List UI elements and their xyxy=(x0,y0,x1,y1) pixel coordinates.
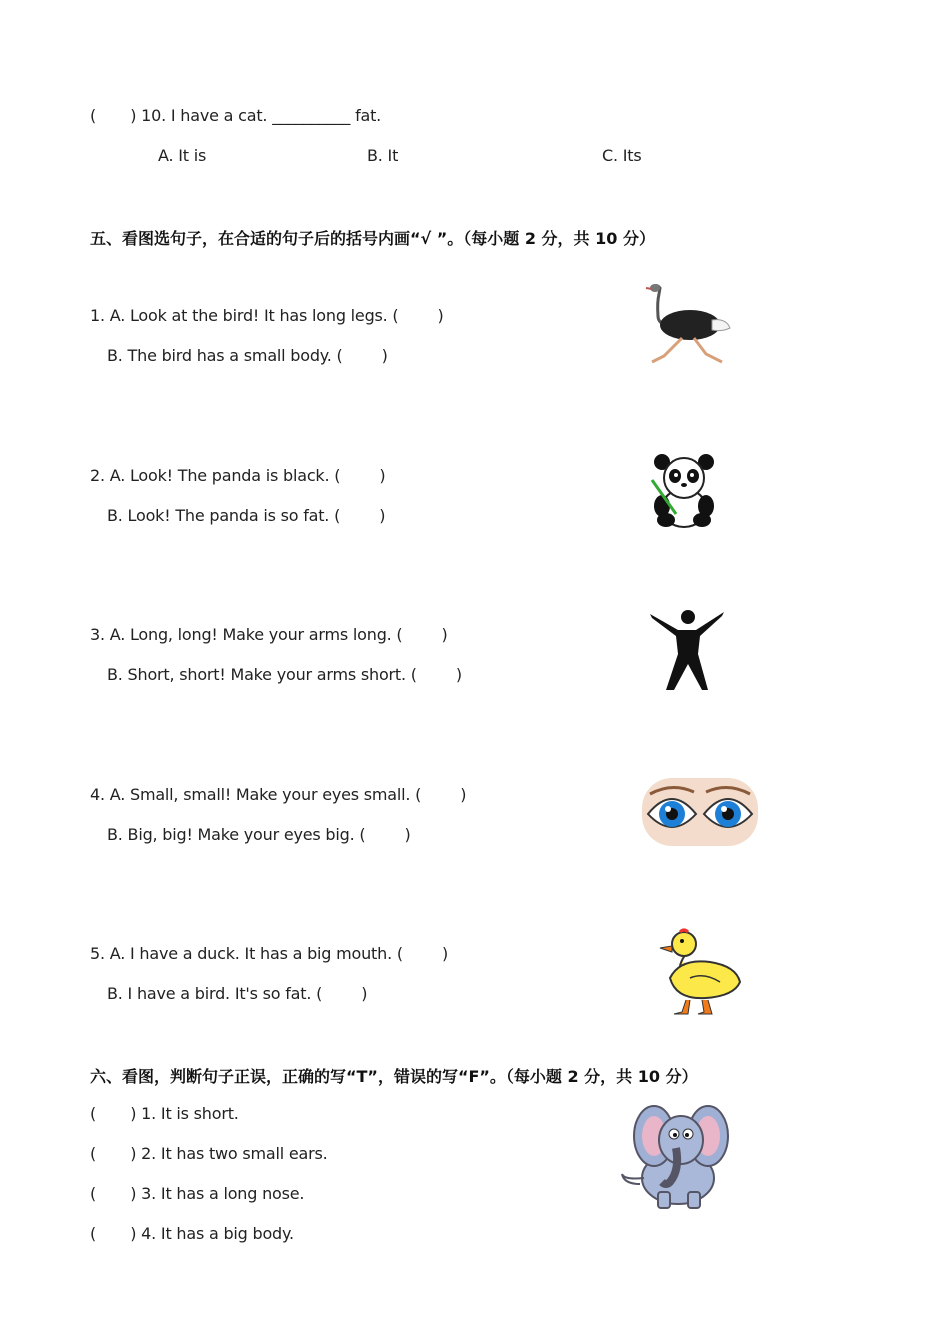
section5-heading: 五、看图选句子，在合适的句子后的括号内画“√ ”。（每小题 2 分，共 10 分） xyxy=(90,229,655,248)
eyes-icon xyxy=(642,778,758,846)
ostrich-icon xyxy=(642,280,734,370)
elephant-icon xyxy=(614,1100,732,1212)
question-10: ( ) 10. I have a cat. __________ fat. xyxy=(90,106,382,125)
s5-item3-a: 3. A. Long, long! Make your arms long. ( ) xyxy=(90,625,448,644)
section6-heading: 六、看图，判断句子正误，正确的写“T”，错误的写“F”。（每小题 2 分，共 10 分） xyxy=(90,1067,698,1086)
s5-item1-a: 1. A. Look at the bird! It has long legs. ( ) xyxy=(90,306,444,325)
panda-icon xyxy=(648,454,720,529)
s5-item5-a: 5. A. I have a duck. It has a big mouth. ( ) xyxy=(90,944,449,963)
s5-item2-a: 2. A. Look! The panda is black. ( ) xyxy=(90,466,386,485)
s5-item5-b: B. I have a bird. It's so fat. ( ) xyxy=(107,984,368,1003)
s5-item4-a: 4. A. Small, small! Make your eyes small. ( ) xyxy=(90,785,467,804)
s6-item1: ( ) 1. It is short. xyxy=(90,1104,239,1123)
s5-item3-b: B. Short, short! Make your arms short. ( ) xyxy=(107,665,462,684)
s6-item2: ( ) 2. It has two small ears. xyxy=(90,1144,328,1163)
s6-item4: ( ) 4. It has a big body. xyxy=(90,1224,294,1243)
option-a: A. It is xyxy=(158,146,207,165)
s5-item1-b: B. The bird has a small body. ( ) xyxy=(107,346,388,365)
s5-item4-b: B. Big, big! Make your eyes big. ( ) xyxy=(107,825,411,844)
person-arms-out-icon xyxy=(648,608,726,692)
option-c: C. Its xyxy=(602,146,642,165)
s5-item2-b: B. Look! The panda is so fat. ( ) xyxy=(107,506,386,525)
duck-icon xyxy=(650,928,746,1018)
s6-item3: ( ) 3. It has a long nose. xyxy=(90,1184,305,1203)
option-b: B. It xyxy=(367,146,399,165)
